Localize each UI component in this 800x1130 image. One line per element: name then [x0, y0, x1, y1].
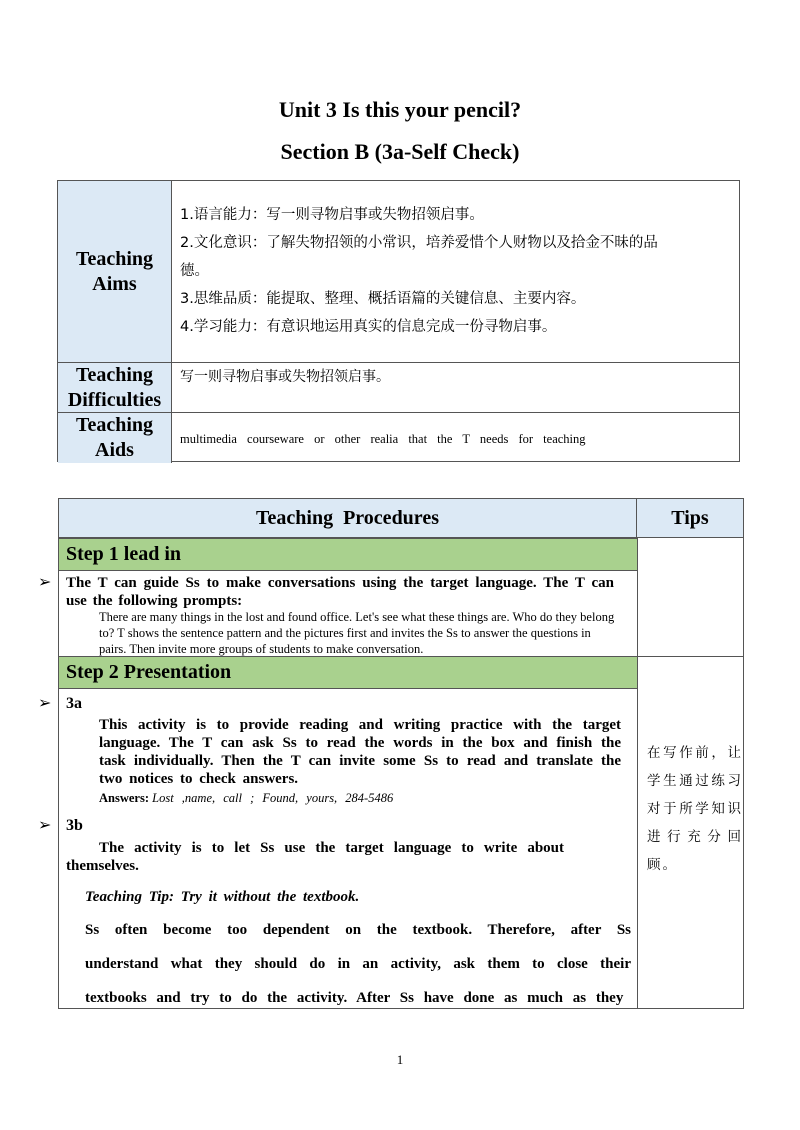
step1-detail: There are many things in the lost and found office. Let's see what these things are. Who do they belong to? T shows the sentence pattern and the pictures first and invites the Ss to answer the questions in pairs. Then invite more groups of students to make conversation. [99, 610, 615, 656]
item-3b-label: 3b [66, 817, 83, 834]
step2-heading: Step 2 Presentation [59, 656, 637, 689]
aim-item: 3.思维品质：能提取、整理、概括语篇的关键信息、主要内容。 [180, 291, 586, 307]
bullet-arrow-icon: ➢ [38, 815, 52, 834]
page-number: 1 [396, 1052, 404, 1067]
step1-heading: Step 1 lead in [59, 538, 637, 571]
difficulties-label: Teaching Difficulties [58, 363, 172, 412]
difficulties-text: 写一则寻物启事或失物招领启事。 [180, 369, 390, 385]
answers-text: Lost ,name, call ; Found, yours, 284-5486 [152, 791, 394, 805]
aids-row [58, 413, 739, 463]
answers-line [99, 790, 393, 806]
bullet-arrow-icon: ➢ [38, 572, 52, 591]
page-subtitle: Section B (3a-Self Check) [280, 139, 520, 164]
tips-divider [637, 656, 743, 657]
item-3a-label: 3a [66, 695, 82, 712]
teaching-tip-text: Ss often become too dependent on the textbook. Therefore, after Ss understand what they should do in an activity, ask them to close their textbooks and try to do the activity. After Ss have done as much as they [85, 922, 631, 1006]
writing-tip: 在写作前，让学生通过练习对于所学知识进行充分回顾。 [647, 745, 743, 873]
aim-item: 德。 [180, 263, 209, 279]
tips-header: Tips [671, 506, 709, 529]
difficulties-row [58, 363, 739, 413]
teaching-tip-title: Teaching Tip: Try it without the textbook. [85, 889, 360, 905]
bullet-arrow-icon: ➢ [38, 693, 52, 712]
aids-text: multimedia courseware or other realia that the T needs for teaching [180, 432, 586, 446]
aim-item: 4.学习能力：有意识地运用真实的信息完成一份寻物启事。 [180, 319, 557, 335]
aims-row [58, 181, 739, 363]
item-3a-text: This activity is to provide reading and writing practice with the target language. The T can ask Ss to read the words in the box and finish the task individually. Then the T can invite some Ss to read and translate the two notices to check answers. [99, 717, 621, 787]
procedures-table [58, 498, 744, 1009]
item-3b-text: The activity is to let Ss use the target language to write about themselves. [66, 840, 564, 874]
teaching-info-table [57, 180, 740, 462]
answers-label: Answers: [99, 791, 149, 805]
aim-item: 2.文化意识：了解失物招领的小常识，培养爱惜个人财物以及拾金不昧的品 [180, 235, 658, 251]
page-title: Unit 3 Is this your pencil? [278, 97, 522, 122]
aids-label: Teaching Aids [58, 413, 172, 463]
column-divider [637, 538, 638, 1008]
step1-instruction: The T can guide Ss to make conversations using the target language. The T can use the following prompts: [66, 575, 614, 609]
aim-item: 1.语言能力：写一则寻物启事或失物招领启事。 [180, 207, 484, 223]
aims-label: Teaching Aims [58, 181, 172, 362]
procedures-header: Teaching Procedures [59, 499, 637, 537]
procedures-header-row [59, 499, 743, 538]
